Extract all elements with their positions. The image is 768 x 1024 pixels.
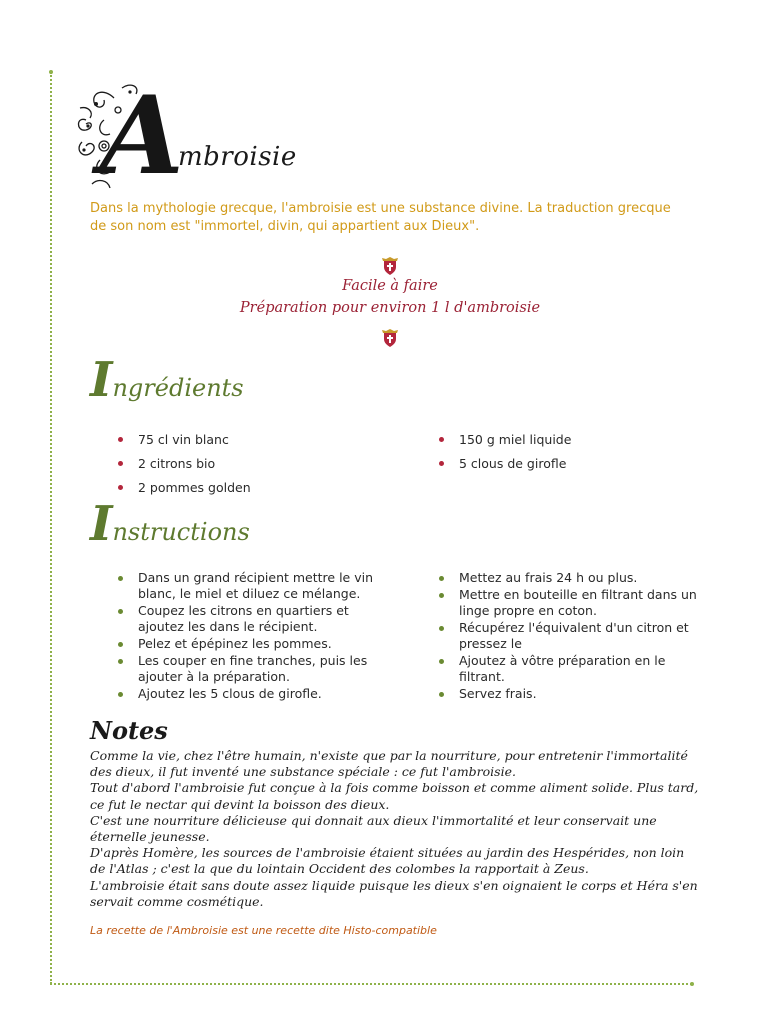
ingredients-heading-cap: I bbox=[90, 352, 113, 408]
page-frame-bottom bbox=[50, 983, 692, 985]
preparation-label: Préparation pour environ 1 l d'ambroisie bbox=[239, 300, 541, 316]
list-item: Pelez et épépinez les pommes. bbox=[116, 636, 378, 652]
title-text: mbroisie bbox=[178, 142, 297, 172]
list-item: 75 cl vin blanc bbox=[116, 432, 406, 456]
list-item: Ajoutez les 5 clous de girofle. bbox=[116, 686, 378, 702]
frame-dot bbox=[690, 982, 694, 986]
list-item: Servez frais. bbox=[437, 686, 699, 702]
list-item: Ajoutez à vôtre préparation en le filtrant. bbox=[437, 653, 699, 685]
heraldic-shield-icon bbox=[380, 256, 400, 276]
notes-paragraph: L'ambroisie était sans doute assez liquide puisque les dieux s'en oignaient le corps et Héra s'en servait comme cosmétique. bbox=[90, 877, 698, 909]
frame-dot bbox=[49, 70, 53, 74]
list-item: Mettre en bouteille en filtrant dans un linge propre en coton. bbox=[437, 587, 699, 619]
ingredients-heading bbox=[90, 352, 244, 408]
heraldic-shield-icon bbox=[380, 328, 400, 348]
ingredients-list-right bbox=[437, 432, 697, 480]
recipe-title bbox=[74, 73, 334, 199]
notes-paragraph: Tout d'abord l'ambroisie fut conçue à la fois comme boisson et comme aliment solide. Plus tard, ce fut le nectar qui devint la boisson des dieux. bbox=[90, 780, 699, 812]
ingredients-heading-text: ngrédients bbox=[112, 374, 244, 402]
list-item: 5 clous de girofle bbox=[437, 456, 697, 480]
instructions-list-right bbox=[437, 570, 699, 703]
list-item: Récupérez l'équivalent d'un citron et pressez le bbox=[437, 620, 699, 652]
list-item: Coupez les citrons en quartiers et ajoutez les dans le récipient. bbox=[116, 603, 378, 635]
instructions-heading-text: nstructions bbox=[112, 518, 250, 546]
ingredients-list-left bbox=[116, 432, 406, 504]
notes-heading: Notes bbox=[90, 716, 168, 745]
list-item: 150 g miel liquide bbox=[437, 432, 697, 456]
notes-paragraph: Comme la vie, chez l'être humain, n'existe que par la nourriture, pour entretenir l'immortalité des dieux, il fut inventé une substance spéciale : ce fut l'ambroisie. bbox=[90, 748, 688, 780]
list-item: Mettez au frais 24 h ou plus. bbox=[437, 570, 699, 586]
instructions-list-left bbox=[116, 570, 378, 703]
footer-note: La recette de l'Ambroisie est une recette dite Histo-compatible bbox=[90, 924, 437, 937]
notes-body bbox=[90, 748, 700, 910]
list-item: Dans un grand récipient mettre le vin blanc, le miel et diluez ce mélange. bbox=[116, 570, 378, 602]
difficulty-label: Facile à faire bbox=[342, 278, 438, 294]
notes-paragraph: C'est une nourriture délicieuse qui donnait aux dieux l'immortalité et leur conservait une éternelle jeunesse. bbox=[90, 812, 657, 845]
list-item: 2 pommes golden bbox=[116, 480, 406, 504]
instructions-heading bbox=[90, 496, 250, 552]
notes-paragraph: D'après Homère, les sources de l'ambroisie étaient situées au jardin des Hespérides, non loin de l'Atlas ; c'est la que du lointain Occident des colombes la rapportait à Zeus. bbox=[90, 845, 685, 877]
page-frame-left bbox=[50, 72, 52, 984]
instructions-heading-cap: I bbox=[90, 496, 113, 552]
list-item: 2 citrons bio bbox=[116, 456, 406, 480]
list-item: Les couper en fine tranches, puis les ajouter à la préparation. bbox=[116, 653, 378, 685]
title-drop-cap: A bbox=[100, 73, 184, 199]
intro-text: Dans la mythologie grecque, l'ambroisie est une substance divine. La traduction grecque de son nom est "immortel, divin, qui appartient aux Dieux". bbox=[90, 201, 671, 234]
